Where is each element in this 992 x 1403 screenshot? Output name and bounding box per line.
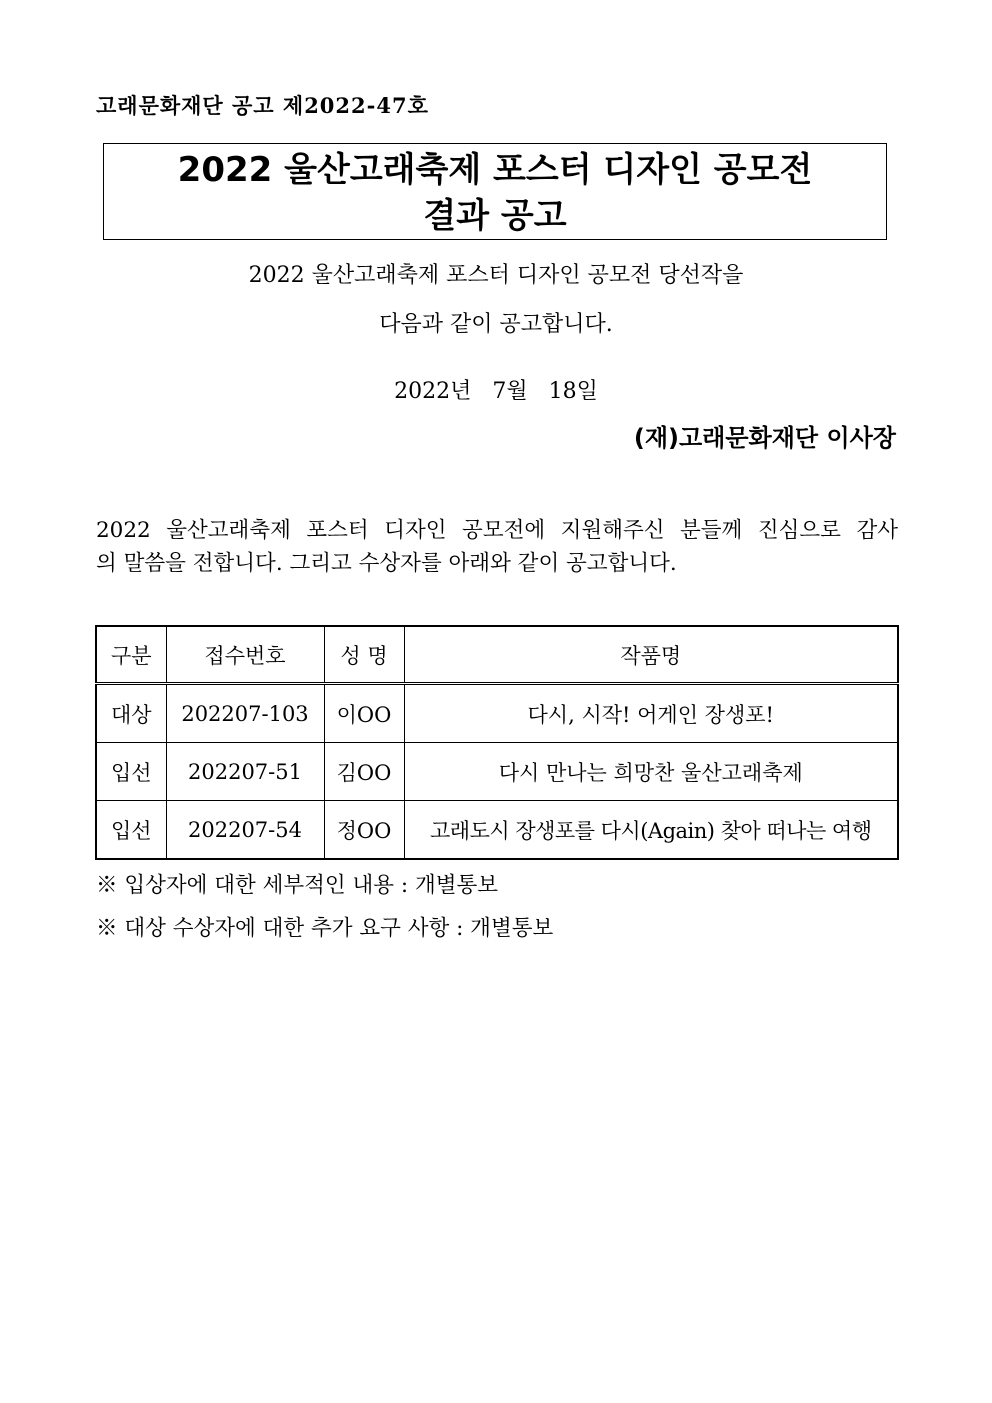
- notice-number: 고래문화재단 공고 제2022-47호: [96, 93, 429, 118]
- body-line1: 2022 울산고래축제 포스터 디자인 공모전에 지원해주신 분들께 진심으로 감사: [96, 518, 898, 543]
- note-item: ※ 대상 수상자에 대한 추가 요구 사항 : 개별통보: [96, 916, 554, 941]
- intro-line1: 2022 울산고래축제 포스터 디자인 공모전 당선작을: [248, 263, 744, 288]
- awards-table: [95, 625, 899, 860]
- header-work-title: 작품명: [404, 626, 898, 684]
- cell-category: 대상: [96, 684, 166, 743]
- signature: (재)고래문화재단 이사장: [633, 424, 896, 452]
- cell-category: 입선: [96, 801, 166, 860]
- cell-name: 정OO: [324, 801, 404, 860]
- title-box: [103, 143, 887, 240]
- header-name: 성 명: [324, 626, 404, 684]
- cell-category: 입선: [96, 743, 166, 801]
- table-row: [96, 743, 898, 801]
- table-header-row: [96, 626, 898, 684]
- cell-entry-number: 202207-54: [166, 801, 324, 860]
- cell-work-title: 다시, 시작! 어게인 장생포!: [404, 684, 898, 743]
- cell-name: 이OO: [324, 684, 404, 743]
- cell-work-title: 다시 만나는 희망찬 울산고래축제: [404, 743, 898, 801]
- header-category: 구분: [96, 626, 166, 684]
- page-title-line2: 결과 공고: [423, 196, 567, 236]
- cell-entry-number: 202207-103: [166, 684, 324, 743]
- cell-name: 김OO: [324, 743, 404, 801]
- table-row: [96, 684, 898, 743]
- intro-line2: 다음과 같이 공고합니다.: [379, 312, 613, 337]
- table-row: [96, 801, 898, 860]
- announcement-date: 2022년 7월 18일: [394, 379, 598, 404]
- cell-work-title: 고래도시 장생포를 다시(Again) 찾아 떠나는 여행: [404, 801, 898, 860]
- header-entry-number: 접수번호: [166, 626, 324, 684]
- note-item: ※ 입상자에 대한 세부적인 내용 : 개별통보: [96, 873, 499, 898]
- body-line2: 의 말씀을 전합니다. 그리고 수상자를 아래와 같이 공고합니다.: [96, 551, 677, 576]
- cell-entry-number: 202207-51: [166, 743, 324, 801]
- page-title-line1: 2022 울산고래축제 포스터 디자인 공모전: [177, 150, 813, 190]
